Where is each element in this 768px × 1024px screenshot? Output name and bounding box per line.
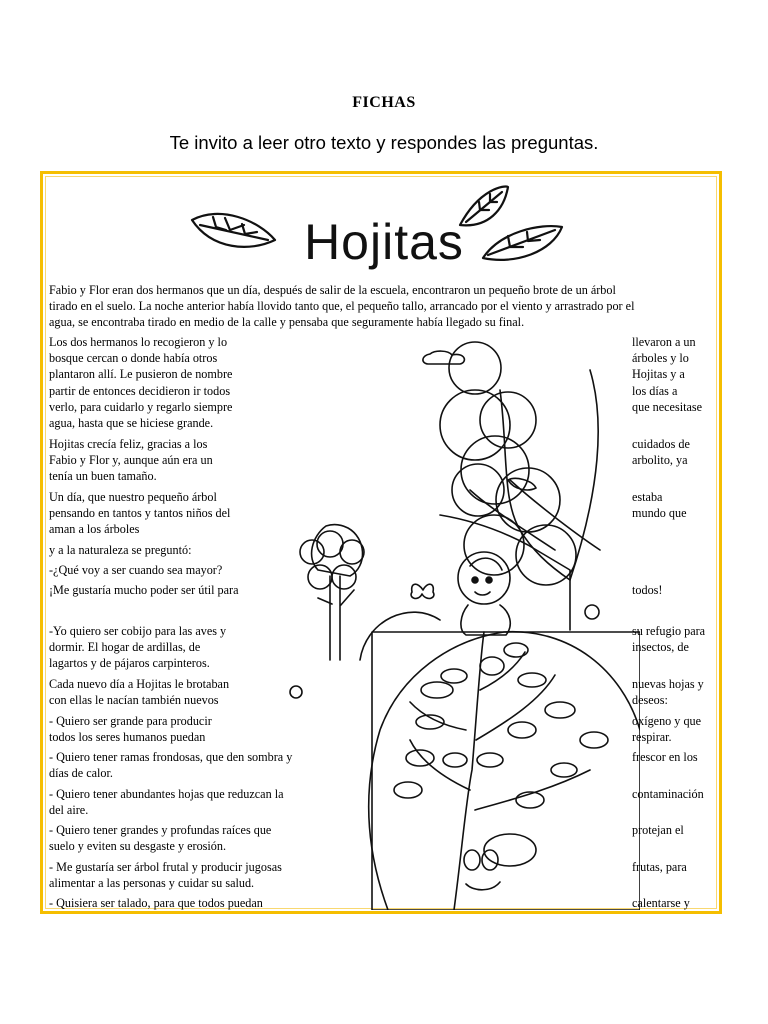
story-line-right: protejan el <box>632 823 684 837</box>
story-line: verlo, para cuidarlo y regarlo siempre <box>49 400 233 414</box>
intro-line: tirado en el suelo. La noche anterior había llovido tanto que, el pequeño tallo, arrancado por el viento y arrastrado por el <box>49 299 635 313</box>
story-line: todos los seres humanos puedan <box>49 730 206 744</box>
story-line: y a la naturaleza se preguntó: <box>49 543 192 557</box>
story-line: del aire. <box>49 803 89 817</box>
story-line: - Quiero tener ramas frondosas, que den sombra y <box>49 750 293 764</box>
story-line: - Quiero tener abundantes hojas que reduzcan la <box>49 787 284 801</box>
story-line: -Yo quiero ser cobijo para las aves y <box>49 624 227 638</box>
story-line-right: frutas, para <box>632 860 687 874</box>
story-line: Fabio y Flor y, aunque aún era un <box>49 453 213 467</box>
story-line: Cada nuevo día a Hojitas le brotaban <box>49 677 230 691</box>
story-line-right: calentarse y <box>632 896 690 910</box>
story-line: - Quisiera ser talado, para que todos puedan <box>49 896 263 910</box>
story-line: ¡Me gustaría mucho poder ser útil para <box>49 583 239 597</box>
story-line-right: deseos: <box>632 693 668 707</box>
instructions: Te invito a leer otro texto y respondes las preguntas. <box>169 132 599 153</box>
story-line-right: cuidados de <box>632 437 690 451</box>
story-title: Hojitas <box>304 214 464 270</box>
story-line: plantaron allí. Le pusieron de nombre <box>49 367 233 381</box>
story-line-right: árboles y lo <box>632 351 689 365</box>
story-line: días de calor. <box>49 766 113 780</box>
story-line-right: insectos, de <box>632 640 689 654</box>
story-line-right: frescor en los <box>632 750 698 764</box>
worksheet-heading: FICHAS <box>352 94 416 111</box>
story-line: bosque cercan o donde había otros <box>49 351 218 365</box>
story-line-right: nuevas hojas y <box>632 677 704 691</box>
story-line: -¿Qué voy a ser cuando sea mayor? <box>49 563 223 577</box>
story-line: - Quiero ser grande para producir <box>49 714 212 728</box>
story-line-right: respirar. <box>632 730 672 744</box>
story-line: Los dos hermanos lo recogieron y lo <box>49 335 228 349</box>
story-line-right: estaba <box>632 490 663 504</box>
story-line-right: contaminación <box>632 787 704 801</box>
story-line: aman a los árboles <box>49 522 140 536</box>
story-line-right: los días a <box>632 384 678 398</box>
story-line: suelo y eviten su desgaste y erosión. <box>49 839 227 853</box>
story-line: con ellas le nacían también nuevos <box>49 693 219 707</box>
story-line: Hojitas crecía feliz, gracias a los <box>49 437 208 451</box>
intro-line: Fabio y Flor eran dos hermanos que un día, después de salir de la escuela, encontraron un pequeño brote de un árbol <box>49 283 616 297</box>
story-line-right: llevaron a un <box>632 335 696 349</box>
story-line-right: su refugio para <box>632 624 706 638</box>
story-line: - Quiero tener grandes y profundas raíces que <box>49 823 272 837</box>
intro-line: agua, se encontraba tirado en medio de la calle y pensaba que seguramente había llegado su final. <box>49 315 525 329</box>
story-line-right: mundo que <box>632 506 687 520</box>
story-line-right: todos! <box>632 583 663 597</box>
story-line: pensando en tantos y tantos niños del <box>49 506 231 520</box>
story-line: partir de entonces decidieron ir todos <box>49 384 231 398</box>
story-line: tenía un buen tamaño. <box>49 469 157 483</box>
story-line: lagartos y de pájaros carpinteros. <box>49 656 210 670</box>
story-line: agua, hasta que se hiciese grande. <box>49 416 214 430</box>
story-line: dormir. El hogar de ardillas, de <box>49 640 201 654</box>
story-line-right: arbolito, ya <box>632 453 688 467</box>
story-line: - Me gustaría ser árbol frutal y producir jugosas <box>49 860 282 874</box>
story-line-right: oxígeno y que <box>632 714 702 728</box>
story-line-right: Hojitas y a <box>632 367 685 381</box>
story-line-right: que necesitase <box>632 400 703 414</box>
tree-children-illustration <box>270 330 640 910</box>
story-line: alimentar a las personas y cuidar su salud. <box>49 876 255 890</box>
story-line: Un día, que nuestro pequeño árbol <box>49 490 217 504</box>
